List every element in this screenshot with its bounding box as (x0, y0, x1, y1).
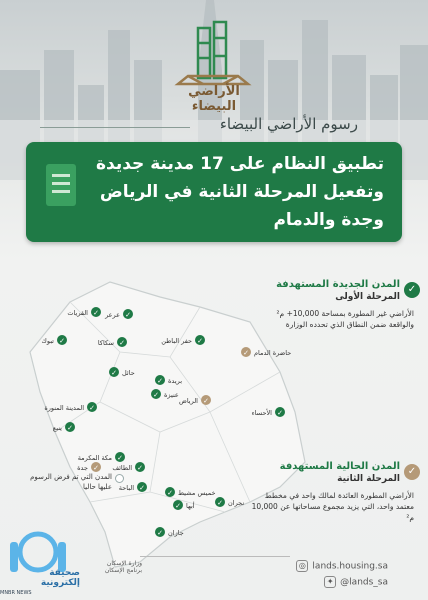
legend-note-text: المدن التي تم فرض الرسوم عليها حاليا (30, 473, 112, 491)
current-cities-title: المدن الحالية المستهدفة (279, 461, 400, 472)
checkmark-icon: ✓ (93, 309, 99, 317)
new-city-label: عرعر (105, 311, 120, 319)
checkmark-icon: ✓ (137, 464, 143, 472)
new-city-label: حفر الباطن (161, 337, 192, 345)
checkmark-icon: ✓ (153, 391, 159, 399)
new-city-label: سكاكا (97, 339, 114, 347)
footer-divider (140, 556, 290, 557)
checkmark-icon: ✓ (175, 502, 181, 510)
subtitle-divider (40, 127, 190, 128)
checkmark-icon: ✓ (277, 409, 283, 417)
checkmark-icon: ✓ (157, 377, 163, 385)
new-cities-card (250, 278, 417, 330)
checkmark-icon: ✓ (119, 339, 125, 347)
checkmark-icon: ✓ (404, 282, 420, 298)
new-city-label: مكة المكرمة (77, 454, 112, 462)
watermark-logo (0, 520, 80, 600)
banner-headline: تطبيق النظام على 17 مدينة جديدة وتفعيل المرحلة الثانية في الرياض وجدة والدمام (95, 154, 384, 230)
new-city-label: ينبع (52, 424, 62, 432)
legend-note (20, 472, 112, 492)
new-city-label: نجران (228, 499, 245, 507)
checkmark-icon: ✓ (139, 484, 145, 492)
ministry-logo (82, 560, 142, 574)
new-city-label: جازان (168, 529, 184, 537)
website-text: lands.housing.sa (312, 561, 388, 572)
checkmark-icon: ✓ (67, 424, 73, 432)
current-cities-phase: المرحلة الثانية (337, 474, 400, 484)
watermark-caption: MNBR NEWS (0, 590, 32, 596)
checkmark-icon: ✓ (93, 464, 99, 472)
checkmark-icon: ✓ (197, 337, 203, 345)
new-city-label: القريات (67, 309, 88, 317)
new-city-label: تبوك (41, 337, 54, 345)
twitter-icon: ✦ (324, 576, 336, 588)
twitter-handle[interactable] (324, 576, 388, 588)
current-cities-card (250, 460, 417, 523)
new-cities-title: المدن الجديدة المستهدفة (276, 279, 400, 290)
new-city-label: حائل (122, 369, 135, 377)
new-city-label: المدينة المنورة (44, 404, 84, 412)
checkmark-icon: ✓ (404, 464, 420, 480)
twitter-handle-text: @lands_sa (340, 577, 388, 588)
checkmark-icon: ✓ (203, 397, 209, 405)
program-name: برنامج الإسكان (104, 567, 142, 574)
current-city-label: حاضرة الدمام (254, 349, 292, 357)
checkmark-icon: ✓ (125, 311, 131, 319)
checkmark-icon: ✓ (117, 454, 123, 462)
checkmark-icon: ✓ (157, 529, 163, 537)
checkmark-icon: ✓ (167, 489, 173, 497)
page-subtitle-text: رسوم الأراضي البيضاء (219, 115, 358, 133)
page-subtitle (220, 115, 358, 133)
new-city-label: الأحساء (251, 409, 272, 417)
new-city-label: بريدة (168, 377, 183, 385)
current-city-label: الرياض (178, 397, 198, 405)
new-city-label: الطائف (112, 464, 132, 472)
checkmark-icon: ✓ (59, 337, 65, 345)
watermark-text: صحيفة إلكترونية (40, 568, 80, 588)
new-city-label: خميس مشيط (178, 489, 216, 497)
logo-name: الأراضي البيضاء (188, 84, 240, 114)
headline-banner (26, 142, 402, 242)
current-city-label: جدة (77, 464, 88, 472)
new-city-label: أبها (186, 502, 195, 510)
new-city-label: الباحة (118, 484, 134, 492)
current-cities-body: الأراضي المطورة العائدة لمالك واحد في مخطط معتمد واحد، التي يزيد مجموع مساحاتها عن 10,000 م² (251, 491, 414, 522)
new-cities-phase: المرحلة الأولى (335, 292, 400, 302)
new-city-label: عنيزة (164, 391, 179, 399)
checkmark-icon: ✓ (217, 499, 223, 507)
new-cities-body: الأراضي غير المطورة بمساحة 10,000+ م² والواقعة ضمن النطاق الذي تحدده الوزارة (276, 309, 414, 329)
globe-icon: ◎ (296, 560, 308, 572)
ministry-name: وزارة الإسكان (106, 560, 142, 567)
empty-marker-icon (115, 474, 124, 483)
checkmark-icon: ✓ (243, 349, 249, 357)
website-link[interactable] (296, 560, 388, 572)
checkmark-icon: ✓ (111, 369, 117, 377)
checkmark-icon: ✓ (89, 404, 95, 412)
document-icon (46, 164, 76, 206)
